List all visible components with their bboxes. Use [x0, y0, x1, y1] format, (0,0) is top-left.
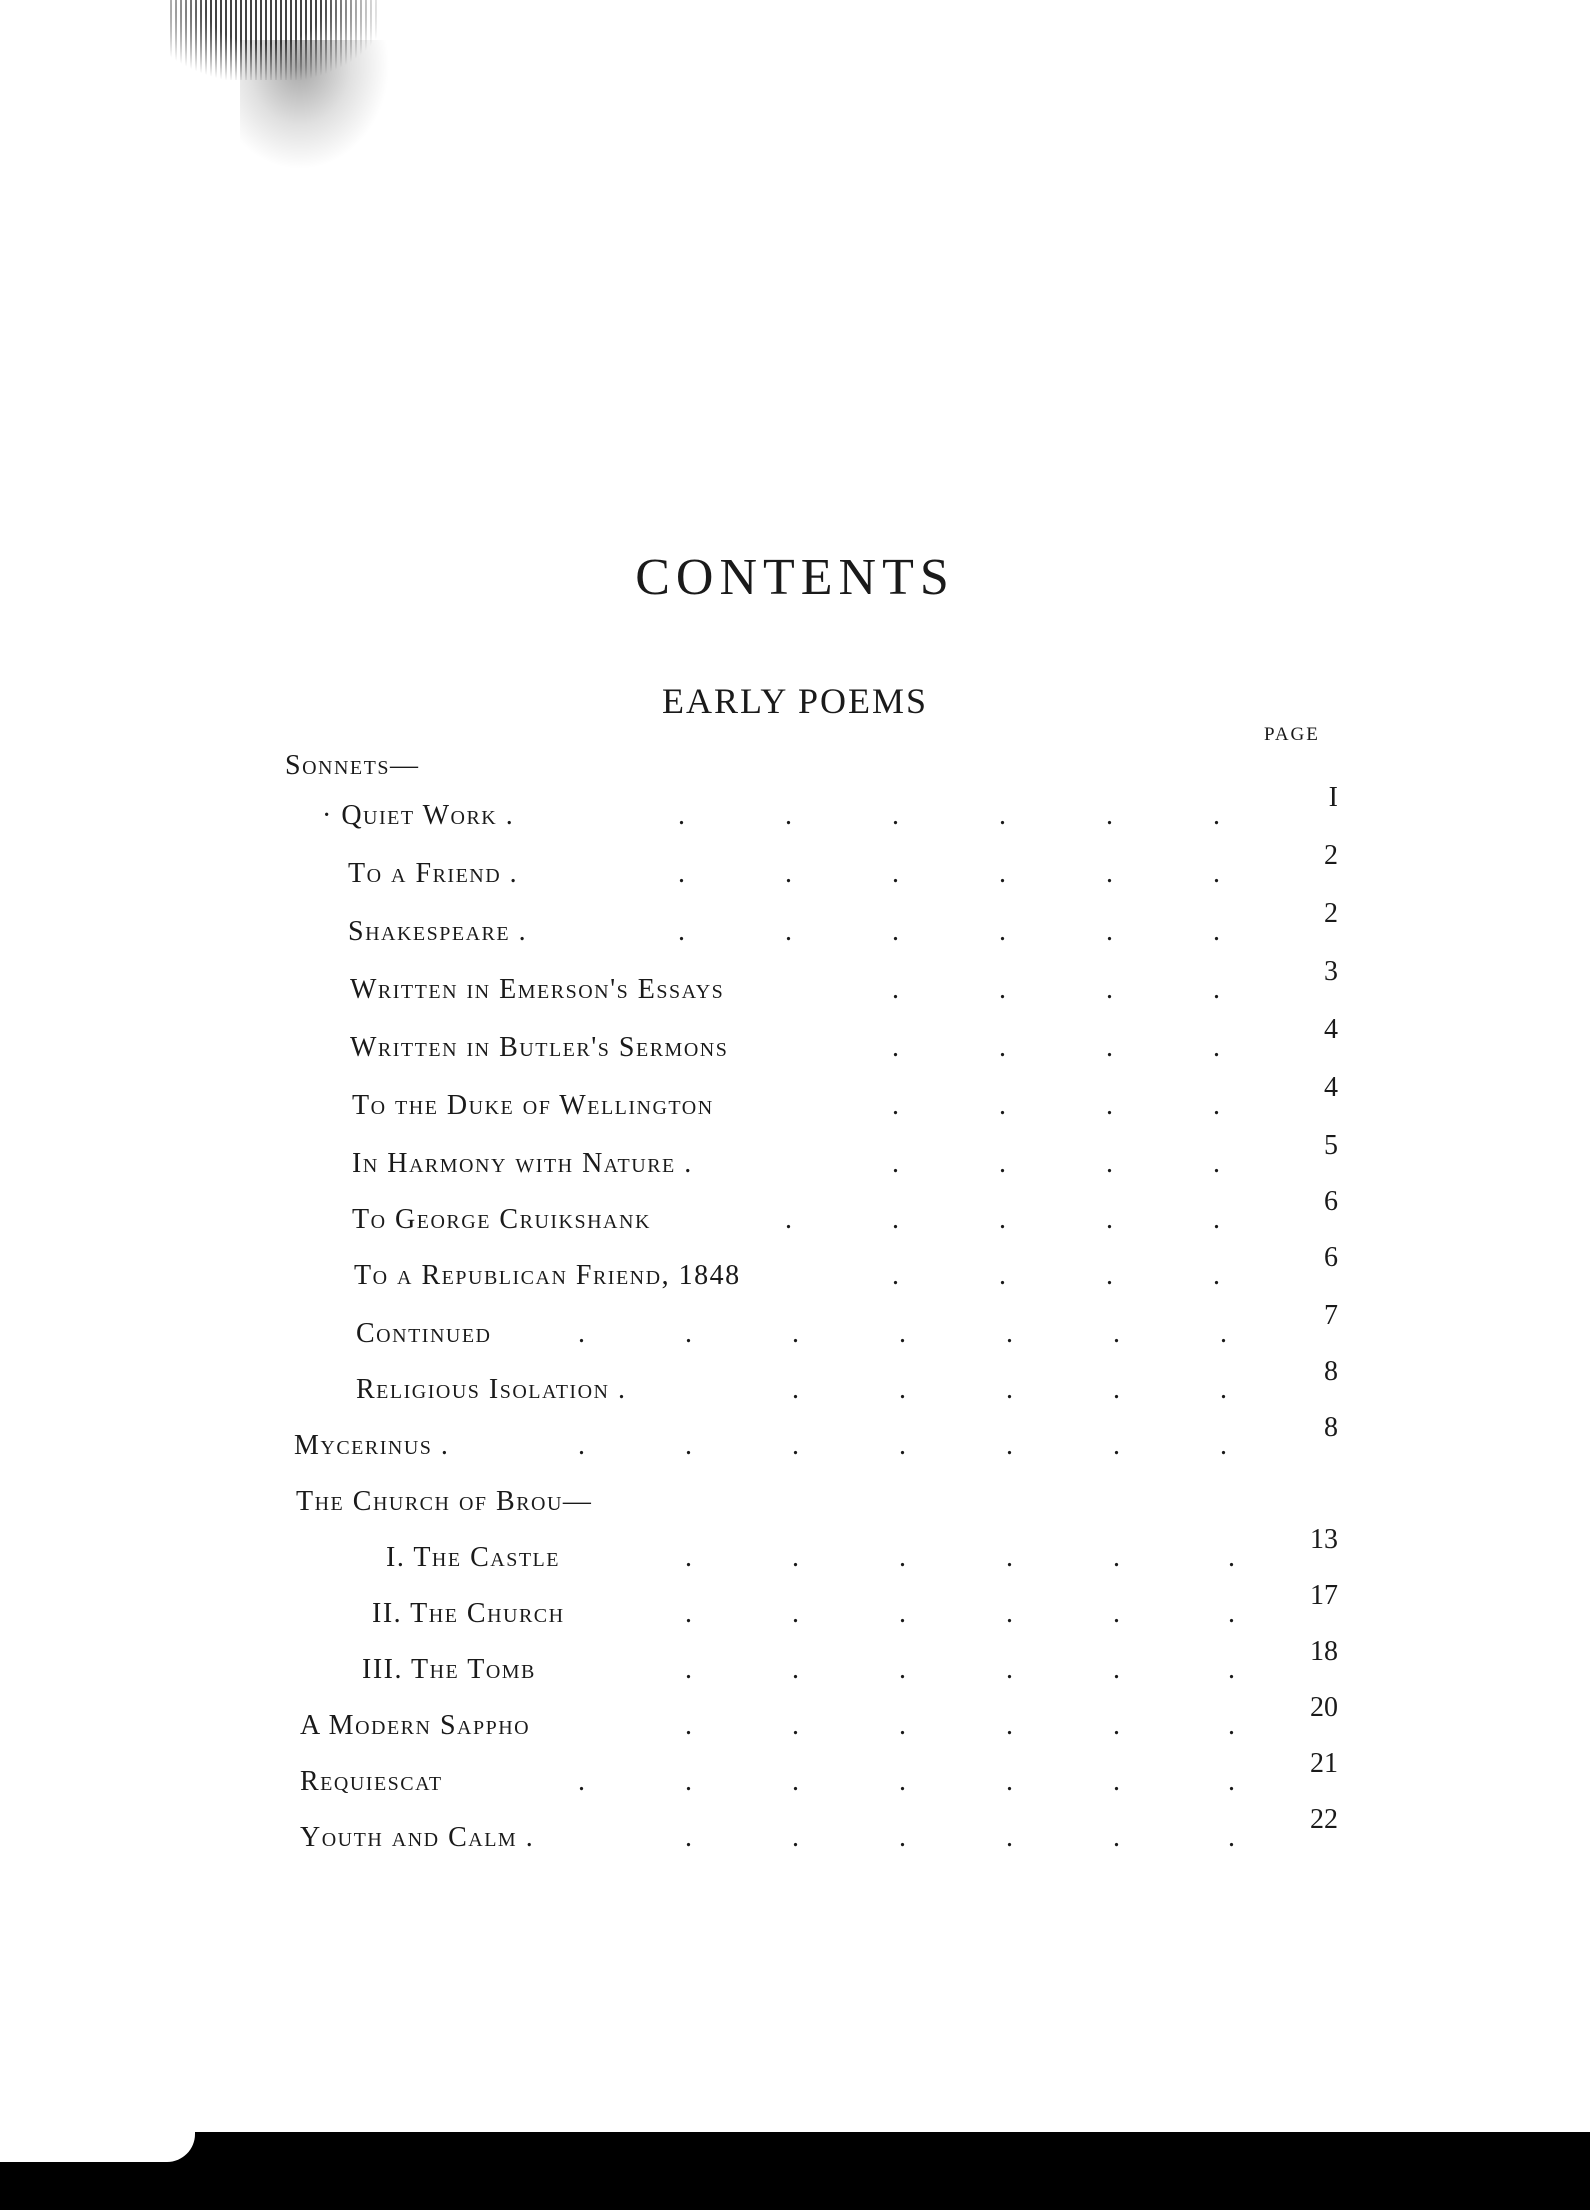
- toc-entry: To the Duke of Wellington . . . . 4: [352, 1072, 1338, 1121]
- toc-entry: Shakespeare . . . . . . . 2: [348, 898, 1338, 947]
- toc-entry: To a Republican Friend, 1848 . . . . 6: [354, 1242, 1338, 1291]
- toc-entry: Continued . . . . . . . 7: [356, 1300, 1338, 1349]
- toc-entry-title: A Modern Sappho: [300, 1710, 531, 1741]
- toc-entry-title: Mycerinus .: [294, 1430, 450, 1461]
- toc-entry: Requiescat . . . . . . . 21: [300, 1748, 1338, 1797]
- scan-bottom-edge-notch: [0, 2132, 195, 2162]
- toc-entry-title: I. The Castle: [386, 1542, 560, 1573]
- toc-entry-title: To a Republican Friend, 1848: [354, 1260, 741, 1291]
- toc-entry-page: 22: [1310, 1804, 1338, 1835]
- toc-entry-title: In Harmony with Nature .: [352, 1148, 693, 1179]
- toc-entry-page: 7: [1324, 1300, 1338, 1331]
- toc-entry-page: 17: [1310, 1580, 1338, 1611]
- toc-entry-page: 4: [1324, 1072, 1338, 1103]
- toc-entry-page: 6: [1324, 1242, 1338, 1273]
- page-column-label: PAGE: [1264, 724, 1320, 745]
- toc-entry: Youth and Calm . . . . . . . 22: [300, 1804, 1338, 1853]
- toc-entry: In Harmony with Nature . . . . . 5: [352, 1130, 1338, 1179]
- scan-artifact-speckle: [240, 40, 390, 170]
- toc-entry-title: Youth and Calm .: [300, 1822, 535, 1853]
- page-title: CONTENTS: [635, 549, 955, 606]
- toc-entry: To a Friend . . . . . . . 2: [348, 840, 1338, 889]
- toc-entry-page: 21: [1310, 1748, 1338, 1779]
- toc-entry-title: · Quiet Work .: [322, 800, 515, 831]
- toc-entry-title: To George Cruikshank: [352, 1204, 651, 1235]
- toc-entry: To George Cruikshank . . . . . 6: [352, 1186, 1338, 1235]
- toc-entry-page: 8: [1324, 1412, 1338, 1443]
- toc-entry-title: Sonnets—: [285, 750, 420, 781]
- toc-entry-title: Continued: [356, 1318, 492, 1349]
- toc-entry-page: 6: [1324, 1186, 1338, 1217]
- toc-entry-church-of-brou: [0, 1486, 1590, 1536]
- toc-entry-page: 2: [1324, 898, 1338, 929]
- toc-entry-title: To the Duke of Wellington: [352, 1090, 714, 1121]
- toc-entry-page: 20: [1310, 1692, 1338, 1723]
- toc-entry: II. The Church . . . . . . 17: [372, 1580, 1338, 1629]
- toc-entry: Religious Isolation . . . . . . 8: [356, 1356, 1338, 1405]
- toc-entry: Written in Emerson's Essays . . . . 3: [350, 956, 1338, 1005]
- toc-entry-page: 5: [1324, 1130, 1338, 1161]
- toc-entry-page: 13: [1310, 1524, 1338, 1555]
- toc-entry-page: 18: [1310, 1636, 1338, 1667]
- toc-entry-page: 4: [1324, 1014, 1338, 1045]
- toc-entry-title: The Church of Brou—: [296, 1486, 593, 1517]
- toc-entry-title: II. The Church: [372, 1598, 565, 1629]
- toc-entry-page: 3: [1324, 956, 1338, 987]
- scan-bottom-edge: [0, 2132, 1590, 2210]
- toc-entry: III. The Tomb . . . . . . 18: [362, 1636, 1338, 1685]
- toc-entry-title: Written in Emerson's Essays: [350, 974, 725, 1005]
- toc-entry-sonnets: [0, 750, 1590, 800]
- toc-entry-title: Requiescat: [300, 1766, 443, 1797]
- toc-entry-title: To a Friend .: [348, 858, 519, 889]
- toc-entry-title: Religious Isolation .: [356, 1374, 627, 1405]
- toc-entry-title: Shakespeare .: [348, 916, 528, 947]
- toc-entry: I. The Castle . . . . . . 13: [386, 1524, 1338, 1573]
- toc-entry: Written in Butler's Sermons . . . . 4: [350, 1014, 1338, 1063]
- toc-entry-title: III. The Tomb: [362, 1654, 536, 1685]
- toc-entry-page: I: [1328, 782, 1338, 813]
- section-title: EARLY POEMS: [661, 681, 929, 721]
- toc-entry: · Quiet Work . . . . . . . I: [322, 782, 1338, 831]
- toc-entry-title: Written in Butler's Sermons: [350, 1032, 729, 1063]
- toc-entry: A Modern Sappho . . . . . . 20: [300, 1692, 1338, 1741]
- toc-entry-page: 2: [1324, 840, 1338, 871]
- toc-entry: Mycerinus . . . . . . . . 8: [294, 1412, 1338, 1461]
- toc-entry-page: 8: [1324, 1356, 1338, 1387]
